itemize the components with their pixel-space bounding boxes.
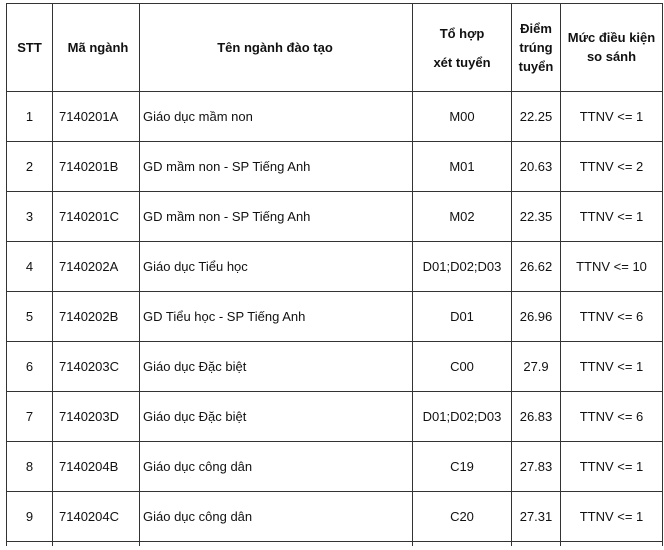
- cell-cond: TTNV <= 1: [561, 192, 663, 242]
- cell-empty: [413, 542, 512, 547]
- cell-code: 7140203C: [53, 342, 140, 392]
- cell-code: 7140204B: [53, 442, 140, 492]
- cell-stt: 7: [7, 392, 53, 442]
- cell-score: 26.83: [512, 392, 561, 442]
- cell-code: 7140204C: [53, 492, 140, 542]
- cell-score: 22.35: [512, 192, 561, 242]
- cell-cond: TTNV <= 10: [561, 242, 663, 292]
- cell-combo: C19: [413, 442, 512, 492]
- header-cond-line-1: Mức điều kiện: [567, 29, 656, 45]
- table-row: [7, 142, 663, 192]
- cell-name: GD mầm non - SP Tiếng Anh: [140, 142, 413, 192]
- header-name: Tên ngành đào tạo: [140, 4, 413, 92]
- admission-score-table: [6, 3, 663, 546]
- header-cond-line-2: so sánh: [586, 48, 637, 64]
- cell-stt: 3: [7, 192, 53, 242]
- cell-cond: TTNV <= 1: [561, 92, 663, 142]
- table-row: [7, 442, 663, 492]
- header-row: [7, 4, 663, 92]
- cell-combo: M00: [413, 92, 512, 142]
- cell-name: Giáo dục mầm non: [140, 92, 413, 142]
- cell-combo: M02: [413, 192, 512, 242]
- admission-score-table-wrapper: [6, 3, 663, 546]
- cell-cond: TTNV <= 2: [561, 142, 663, 192]
- table-row: [7, 242, 663, 292]
- cell-empty: [512, 542, 561, 547]
- cell-code: 7140201C: [53, 192, 140, 242]
- cell-score: 27.83: [512, 442, 561, 492]
- table-row-partial: [7, 542, 663, 547]
- cell-stt: 6: [7, 342, 53, 392]
- header-score: [512, 4, 561, 92]
- cell-score: 20.63: [512, 142, 561, 192]
- cell-combo: C20: [413, 492, 512, 542]
- cell-stt: 5: [7, 292, 53, 342]
- header-cond: [561, 4, 663, 92]
- cell-combo: C00: [413, 342, 512, 392]
- cell-cond: TTNV <= 1: [561, 492, 663, 542]
- cell-name: GD Tiểu học - SP Tiếng Anh: [140, 292, 413, 342]
- header-combo-line-2: xét tuyển: [433, 54, 491, 70]
- header-score-line-1: Điểm: [520, 21, 552, 36]
- cell-combo: M01: [413, 142, 512, 192]
- cell-stt: 1: [7, 92, 53, 142]
- cell-name: GD mầm non - SP Tiếng Anh: [140, 192, 413, 242]
- cell-combo: D01: [413, 292, 512, 342]
- cell-name: Giáo dục công dân: [140, 442, 413, 492]
- cell-stt: 4: [7, 242, 53, 292]
- cell-score: 27.31: [512, 492, 561, 542]
- cell-empty: [7, 542, 53, 547]
- cell-cond: TTNV <= 6: [561, 292, 663, 342]
- cell-empty: [140, 542, 413, 547]
- cell-empty: [53, 542, 140, 547]
- header-code: Mã ngành: [53, 4, 140, 92]
- table-row: [7, 192, 663, 242]
- cell-name: Giáo dục Đặc biệt: [140, 392, 413, 442]
- table-row: [7, 292, 663, 342]
- header-combo-line-1: Tổ hợp: [439, 25, 485, 41]
- cell-score: 26.62: [512, 242, 561, 292]
- cell-stt: 9: [7, 492, 53, 542]
- cell-cond: TTNV <= 1: [561, 342, 663, 392]
- cell-cond: TTNV <= 6: [561, 392, 663, 442]
- table-row: [7, 342, 663, 392]
- table-row: [7, 92, 663, 142]
- cell-empty: [561, 542, 663, 547]
- header-combo: [413, 4, 512, 92]
- cell-combo: D01;D02;D03: [413, 242, 512, 292]
- cell-code: 7140203D: [53, 392, 140, 442]
- cell-code: 7140201B: [53, 142, 140, 192]
- cell-name: Giáo dục công dân: [140, 492, 413, 542]
- cell-cond: TTNV <= 1: [561, 442, 663, 492]
- table-row: [7, 492, 663, 542]
- header-score-line-3: tuyển: [518, 59, 554, 74]
- cell-stt: 2: [7, 142, 53, 192]
- cell-code: 7140202B: [53, 292, 140, 342]
- cell-combo: D01;D02;D03: [413, 392, 512, 442]
- cell-code: 7140202A: [53, 242, 140, 292]
- cell-stt: 8: [7, 442, 53, 492]
- table-row: [7, 392, 663, 442]
- cell-score: 26.96: [512, 292, 561, 342]
- cell-name: Giáo dục Tiểu học: [140, 242, 413, 292]
- header-stt: STT: [7, 4, 53, 92]
- header-score-line-2: trúng: [519, 40, 553, 55]
- cell-code: 7140201A: [53, 92, 140, 142]
- cell-score: 27.9: [512, 342, 561, 392]
- cell-score: 22.25: [512, 92, 561, 142]
- cell-name: Giáo dục Đặc biệt: [140, 342, 413, 392]
